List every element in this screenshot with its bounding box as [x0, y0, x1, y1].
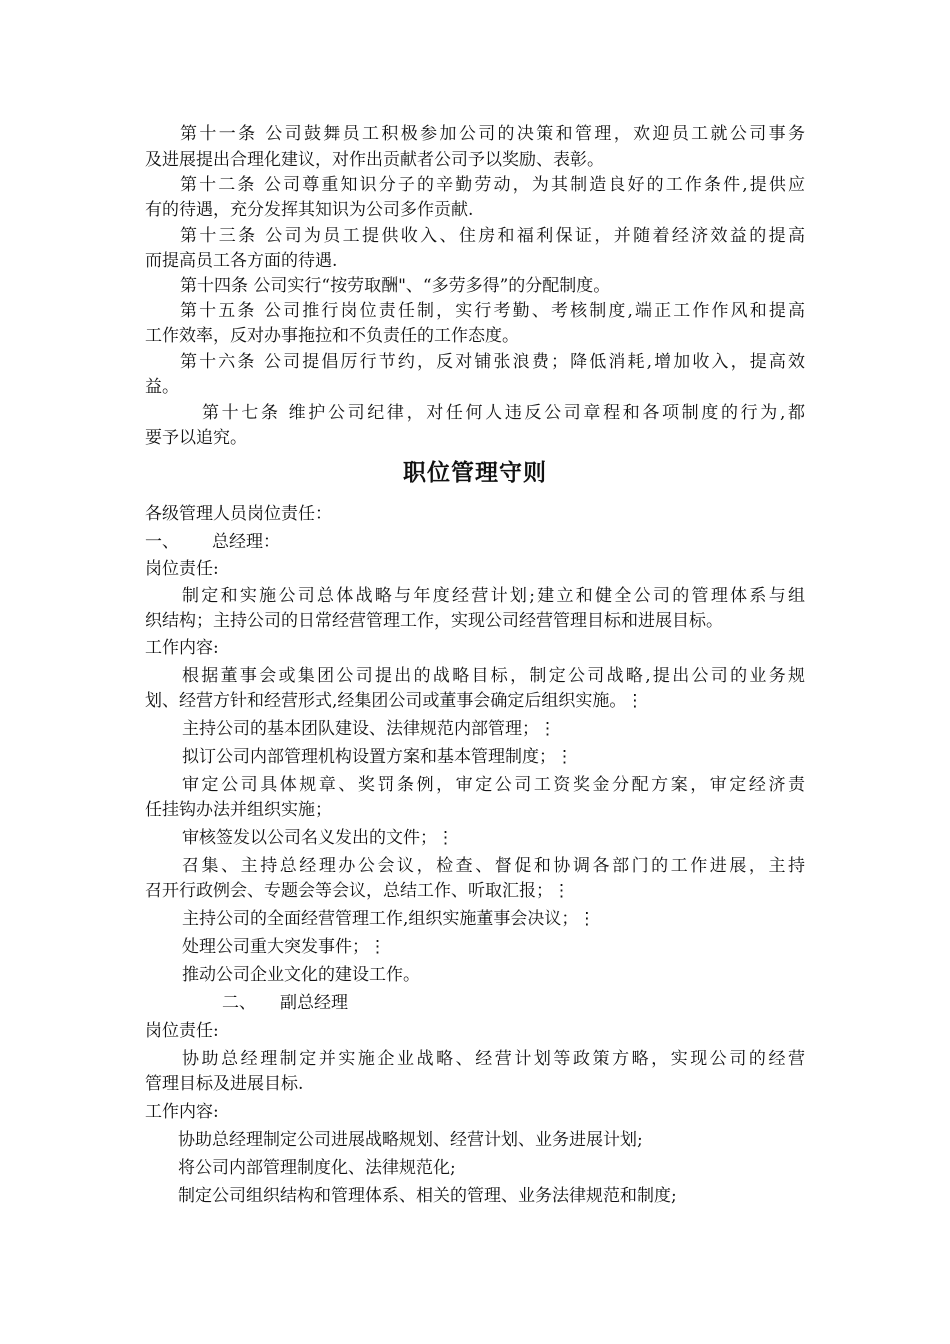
article-11-line-2: 及进展提出合理化建议，对作出贡献者公司予以奖励、表彰。: [145, 150, 604, 170]
gm-work-line: 主持公司的基本团队建设、法律规范内部管理；⋮: [182, 719, 556, 739]
gm-responsibility-line: 织结构；主持公司的日常经营管理工作，实现公司经营管理目标和进展目标。: [145, 611, 723, 631]
article-17-line-1: 第十七条 维护公司纪律，对任何人违反公司章程和各项制度的行为,都: [202, 403, 805, 423]
gm-work-line: 拟订公司内部管理机构设置方案和基本管理制度；⋮: [182, 747, 573, 767]
gm-work-label: 工作内容:: [145, 638, 219, 658]
article-11-line-1: 第十一条 公司鼓舞员工积极参加公司的决策和管理，欢迎员工就公司事务: [180, 124, 805, 144]
vgm-heading-number: 二、: [222, 993, 256, 1013]
vgm-work-line: 制定公司组织结构和管理体系、相关的管理、业务法律规范和制度;: [178, 1186, 677, 1206]
vgm-work-line: 将公司内部管理制度化、法律规范化;: [178, 1158, 456, 1178]
article-17-line-2: 要予以追究。: [145, 428, 247, 448]
gm-work-line: 审定公司具体规章、奖罚条例，审定公司工资奖金分配方案，审定经济责: [182, 775, 805, 795]
gm-work-line: 主持公司的全面经营管理工作,组织实施董事会决议；⋮: [182, 909, 596, 929]
gm-work-line: 召集、主持总经理办公会议，检查、督促和协调各部门的工作进展，主持: [182, 856, 805, 876]
article-13-line-2: 而提高员工各方面的待遇.: [145, 251, 338, 271]
gm-work-line: 根据董事会或集团公司提出的战略目标，制定公司战略,提出公司的业务规: [182, 666, 805, 686]
vgm-work-label: 工作内容:: [145, 1102, 219, 1122]
gm-responsibility-label: 岗位责任:: [145, 559, 219, 579]
article-14-line-1: 第十四条 公司实行“按劳取酬"、“多劳多得”的分配制度。: [180, 276, 611, 296]
article-16-line-2: 益。: [145, 377, 179, 397]
gm-work-line: 划、经营方针和经营形式,经集团公司或董事会确定后组织实施。⋮: [145, 691, 644, 711]
gm-responsibility-line: 制定和实施公司总体战略与年度经营计划;建立和健全公司的管理体系与组: [182, 586, 805, 606]
vgm-responsibility-label: 岗位责任:: [145, 1021, 219, 1041]
vgm-heading-text: 副总经理: [280, 993, 348, 1013]
article-16-line-1: 第十六条 公司提倡厉行节约，反对铺张浪费；降低消耗,增加收入，提高效: [180, 352, 805, 372]
gm-heading-text: 总经理：: [212, 532, 280, 552]
gm-work-line: 任挂钩办法并组织实施；: [145, 800, 332, 820]
vgm-work-line: 协助总经理制定公司进展战略规划、经营计划、业务进展计划;: [178, 1130, 643, 1150]
article-12-line-1: 第十二条 公司尊重知识分子的辛勤劳动，为其制造良好的工作条件,提供应: [180, 175, 805, 195]
section-title: 职位管理守则: [403, 459, 547, 486]
article-15-line-2: 工作效率，反对办事拖拉和不负责任的工作态度。: [145, 326, 519, 346]
gm-work-line: 处理公司重大突发事件；⋮: [182, 937, 386, 957]
article-15-line-1: 第十五条 公司推行岗位责任制，实行考勤、考核制度,端正工作作风和提高: [180, 301, 805, 321]
article-12-line-2: 有的待遇，充分发挥其知识为公司多作贡献.: [145, 200, 474, 220]
gm-work-line: 审核签发以公司名义发出的文件；⋮: [182, 828, 454, 848]
gm-work-line: 推动公司企业文化的建设工作。: [182, 965, 420, 985]
vgm-responsibility-line: 管理目标及进展目标.: [145, 1074, 304, 1094]
intro-line: 各级管理人员岗位责任：: [145, 504, 332, 524]
vgm-responsibility-line: 协助总经理制定并实施企业战略、经营计划等政策方略，实现公司的经营: [182, 1049, 805, 1069]
gm-work-line: 召开行政例会、专题会等会议，总结工作、听取汇报；⋮: [145, 881, 570, 901]
gm-heading-number: 一、: [145, 532, 179, 552]
article-13-line-1: 第十三条 公司为员工提供收入、住房和福利保证，并随着经济效益的提高: [180, 226, 805, 246]
